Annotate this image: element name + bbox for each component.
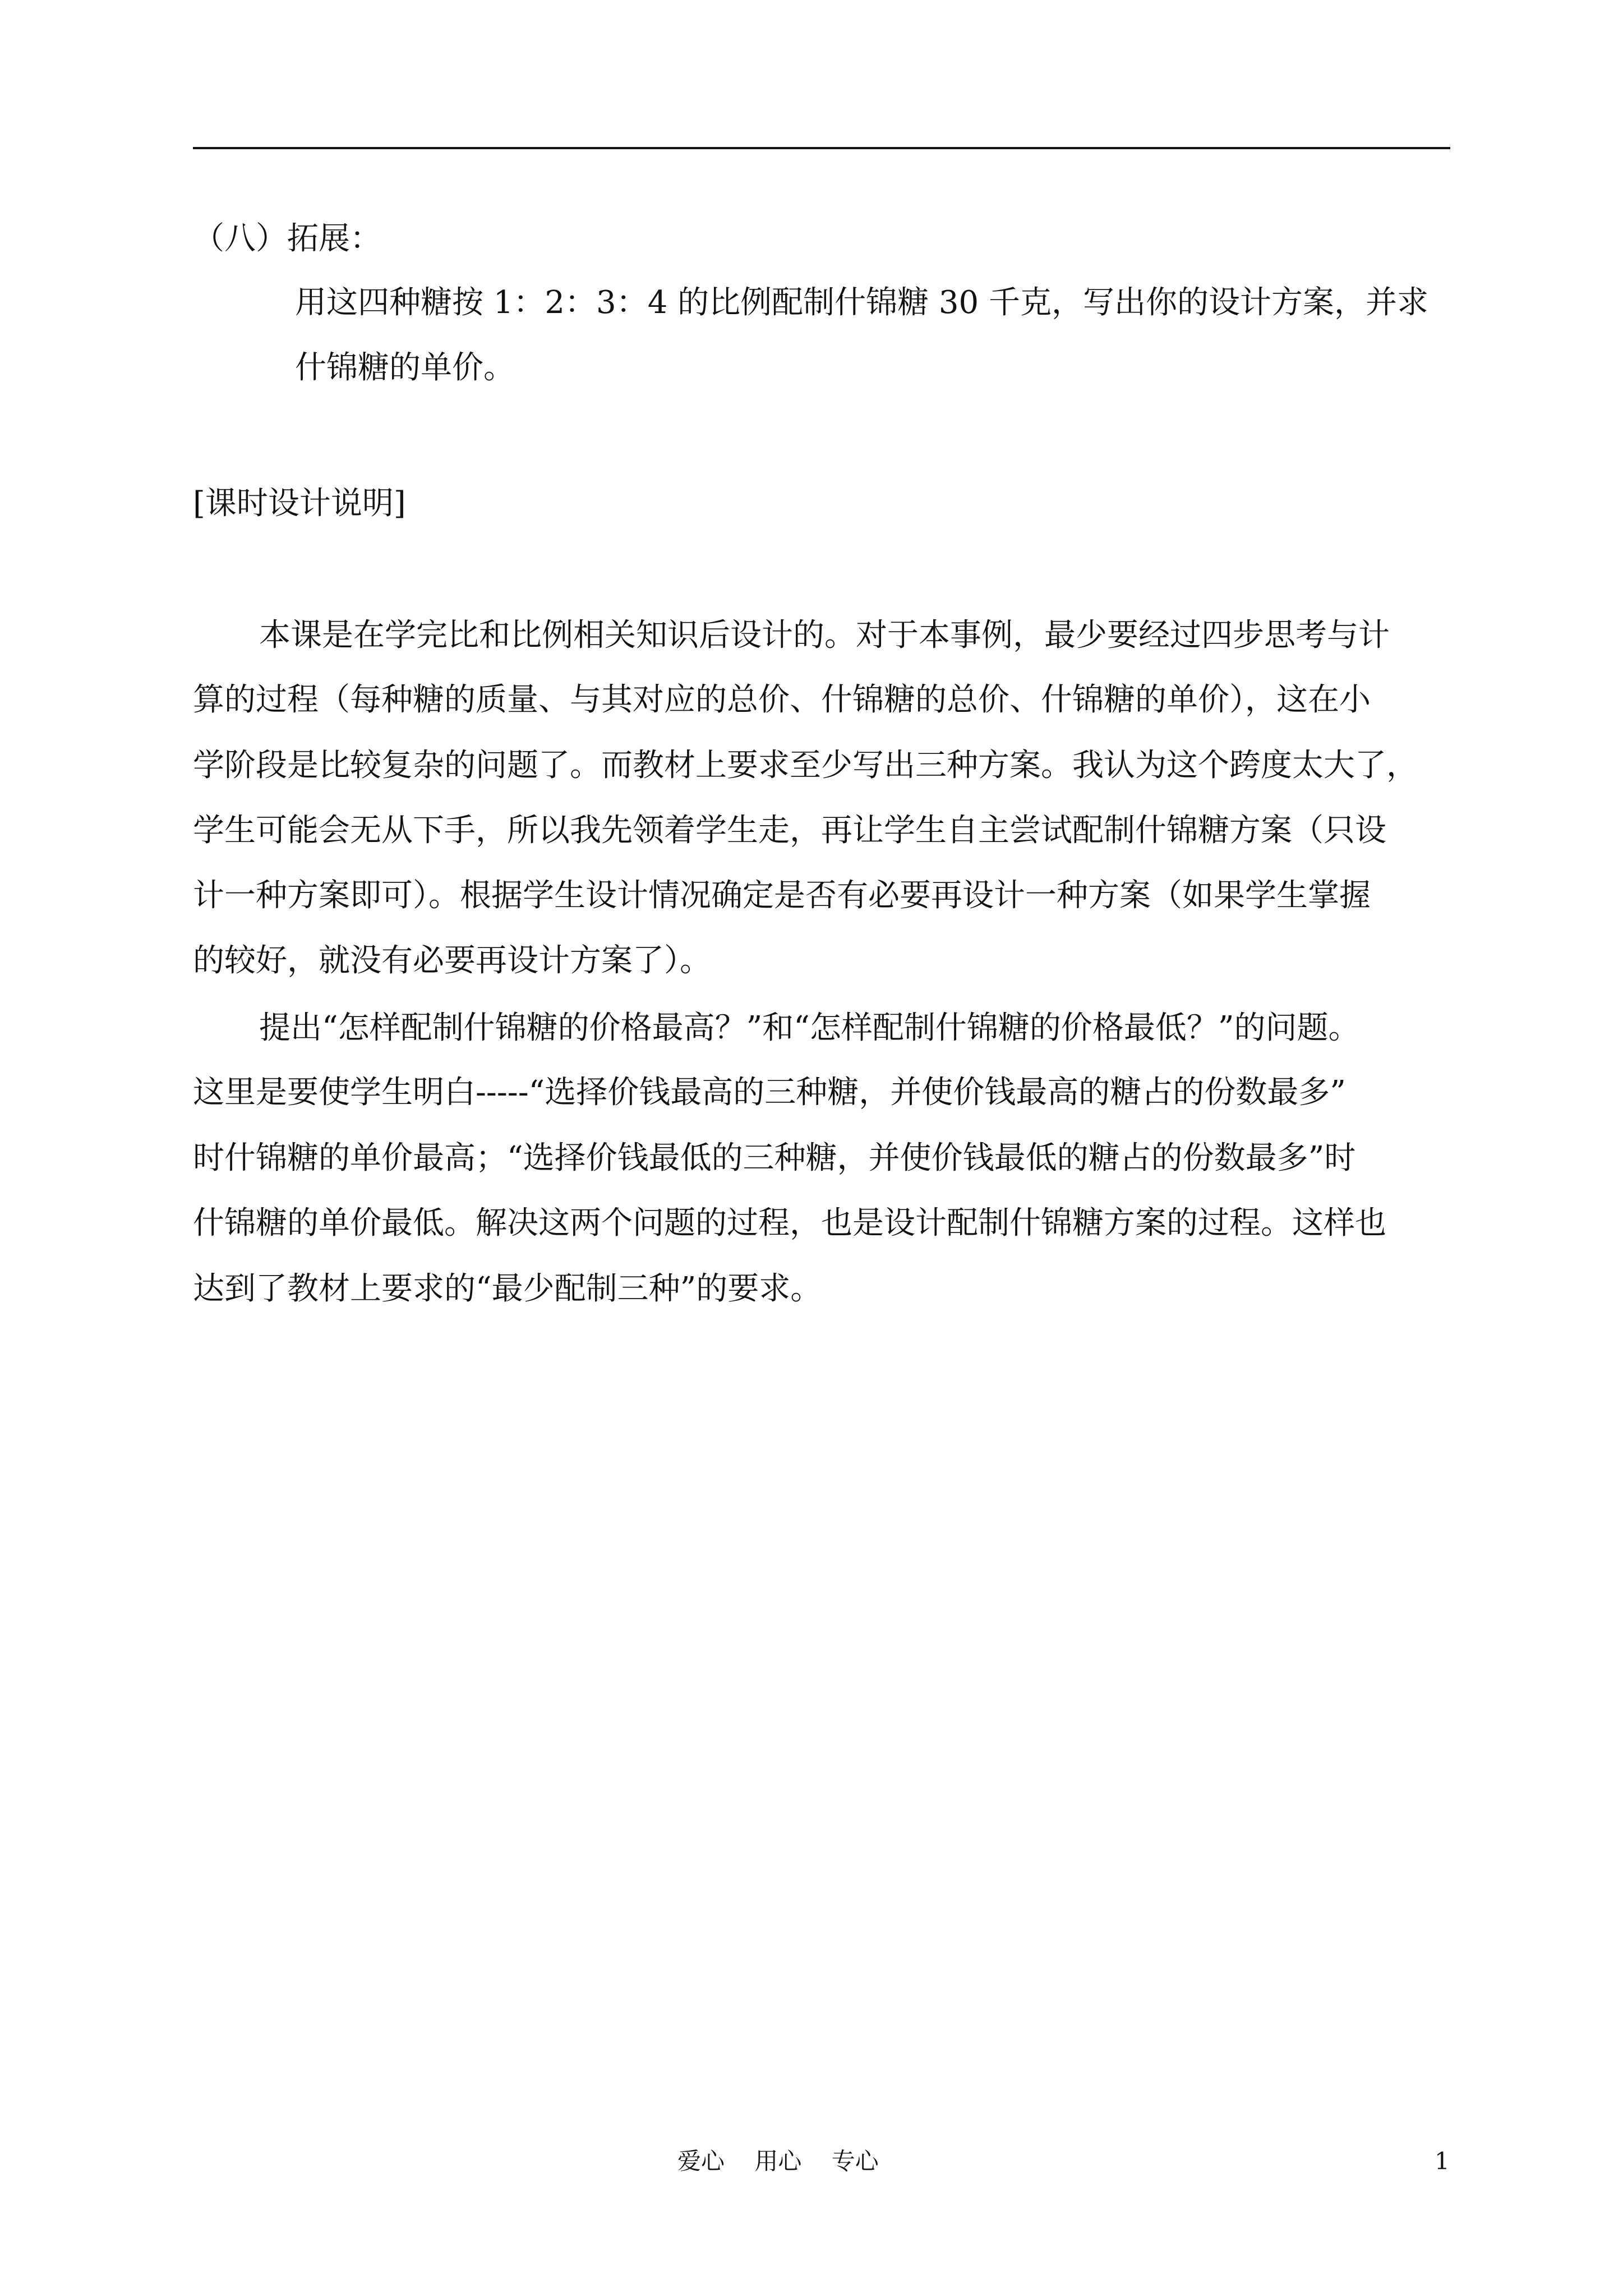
exercise-line-1: 用这四种糖按 1：2：3：4 的比例配制什锦糖 30 千克，写出你的设计方案，并求 bbox=[295, 284, 1428, 321]
paragraph-line: 这里是要使学生明白-----“选择价钱最高的三种糖，并使价钱最高的糖占的份数最多” bbox=[193, 1074, 1346, 1111]
paragraph-line: 时什锦糖的单价最高；“选择价钱最低的三种糖，并使价钱最低的糖占的份数最多”时 bbox=[193, 1140, 1356, 1176]
paragraph-line: 的较好，就没有必要再设计方案了）。 bbox=[193, 942, 711, 979]
paragraph-line: 本课是在学完比和比例相关知识后设计的。对于本事例，最少要经过四步思考与计 bbox=[259, 617, 1390, 654]
paragraph-line: 算的过程（每种糖的质量、与其对应的总价、什锦糖的总价、什锦糖的单价），这在小 bbox=[193, 682, 1371, 718]
footer-motto: 爱心 用心 专心 bbox=[677, 2147, 879, 2175]
page-number: 1 bbox=[1435, 2147, 1450, 2175]
paragraph-line: 什锦糖的单价最低。解决这两个问题的过程，也是设计配制什锦糖方案的过程。这样也 bbox=[193, 1205, 1386, 1241]
paragraph-line: 学生可能会无从下手，所以我先领着学生走，再让学生自主尝试配制什锦糖方案（只设 bbox=[193, 812, 1386, 849]
design-heading: [课时设计说明] bbox=[193, 485, 406, 522]
paragraph-line: 计一种方案即可）。根据学生设计情况确定是否有必要再设计一种方案（如果学生掌握 bbox=[193, 877, 1371, 914]
section-heading: （八）拓展： bbox=[193, 220, 381, 257]
paragraph-line: 学阶段是比较复杂的问题了。而教材上要求至少写出三种方案。我认为这个跨度太大了， bbox=[193, 747, 1418, 784]
paragraph-line: 提出“怎样配制什锦糖的价格最高？”和“怎样配制什锦糖的价格最低？”的问题。 bbox=[259, 1010, 1360, 1046]
paragraph-line: 达到了教材上要求的“最少配制三种”的要求。 bbox=[193, 1271, 822, 1307]
exercise-line-2: 什锦糖的单价。 bbox=[295, 349, 515, 386]
header-rule bbox=[193, 147, 1450, 149]
